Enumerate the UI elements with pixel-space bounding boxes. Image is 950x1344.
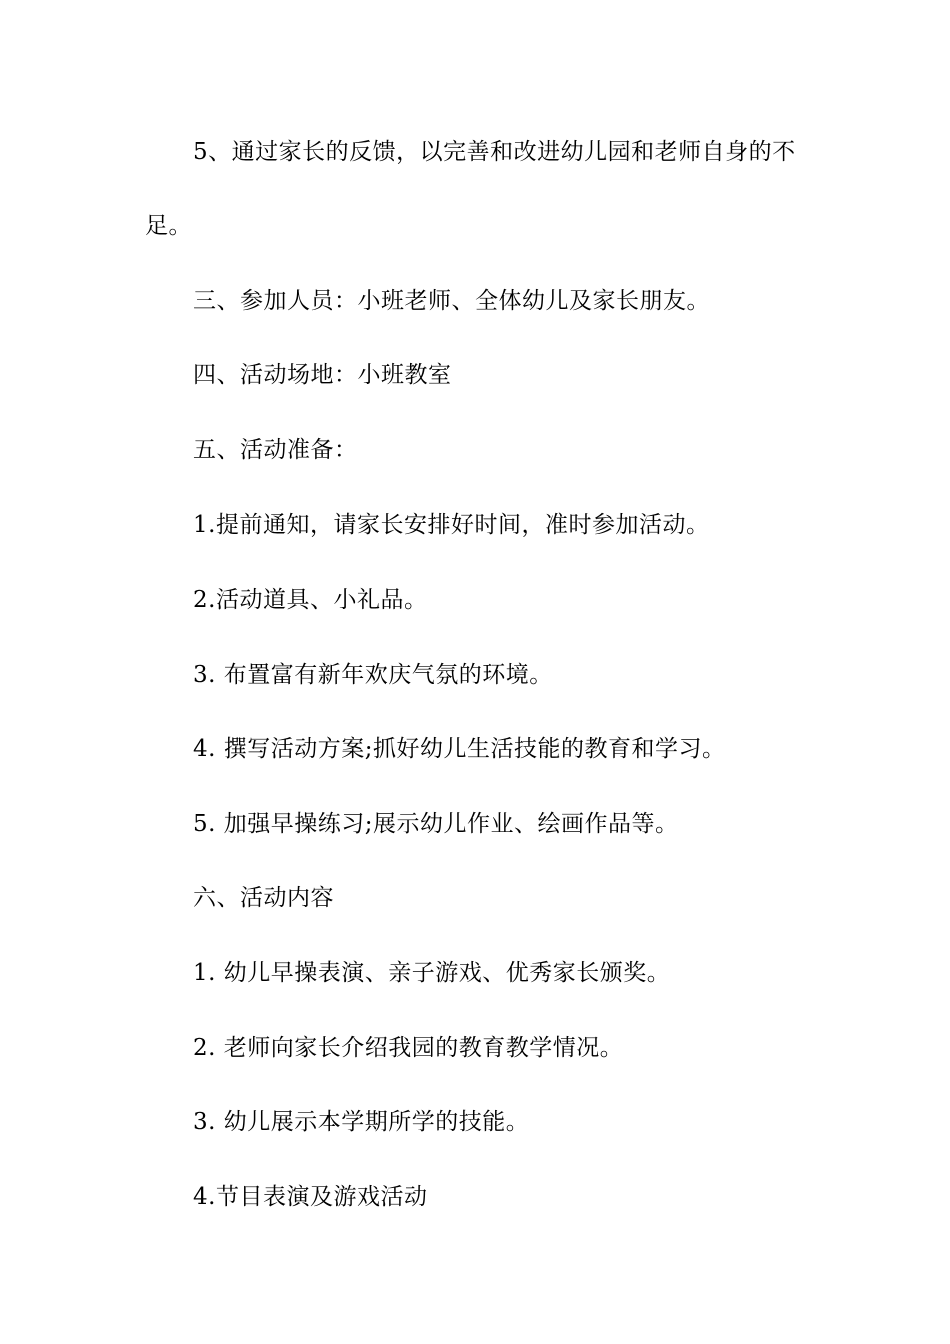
preparation-item-3: 3. 布置富有新年欢庆气氛的环境。 bbox=[193, 662, 553, 688]
preparation-item-4: 4. 撰写活动方案;抓好幼儿生活技能的教育和学习。 bbox=[193, 736, 726, 762]
paragraph-feedback-continued: 足。 bbox=[145, 213, 192, 239]
section-venue: 四、活动场地：小班教室 bbox=[193, 362, 452, 388]
section-participants: 三、参加人员：小班老师、全体幼儿及家长朋友。 bbox=[193, 288, 710, 314]
content-item-4: 4.节目表演及游戏活动 bbox=[193, 1184, 428, 1210]
content-item-3: 3. 幼儿展示本学期所学的技能。 bbox=[193, 1109, 530, 1135]
content-item-1: 1. 幼儿早操表演、亲子游戏、优秀家长颁奖。 bbox=[193, 960, 671, 986]
preparation-item-1: 1.提前通知，请家长安排好时间，准时参加活动。 bbox=[193, 512, 710, 538]
content-item-2: 2. 老师向家长介绍我园的教育教学情况。 bbox=[193, 1035, 624, 1061]
section-preparation-heading: 五、活动准备： bbox=[193, 437, 358, 463]
paragraph-feedback: 5、通过家长的反馈，以完善和改进幼儿园和老师自身的不 bbox=[193, 139, 796, 165]
preparation-item-2: 2.活动道具、小礼品。 bbox=[193, 587, 428, 613]
preparation-item-5: 5. 加强早操练习;展示幼儿作业、绘画作品等。 bbox=[193, 811, 679, 837]
section-content-heading: 六、活动内容 bbox=[193, 885, 334, 911]
